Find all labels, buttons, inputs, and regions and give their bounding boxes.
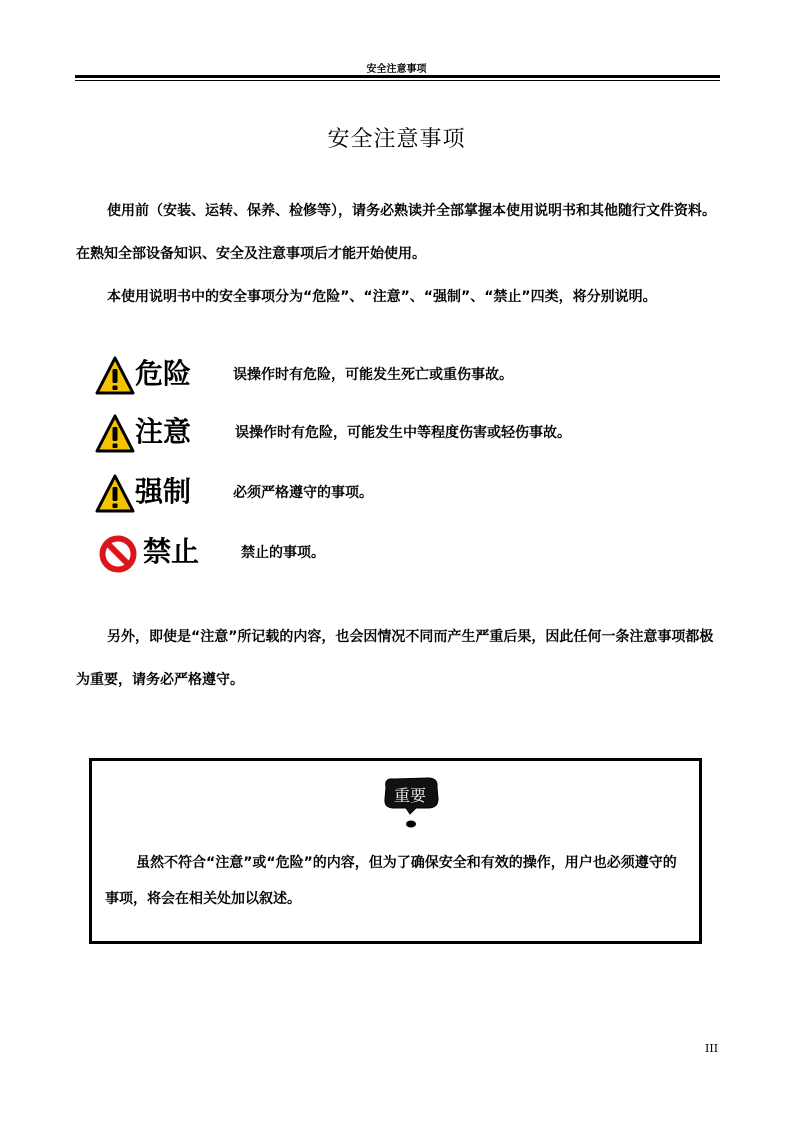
running-header: 安全注意事项: [366, 64, 427, 75]
level-desc-caution: 误操作时有危险，可能发生中等程度伤害或轻伤事故。: [235, 425, 571, 441]
level-label-prohibited: 禁止: [143, 535, 200, 568]
warning-triangle-icon: [95, 414, 135, 454]
important-badge: [380, 775, 450, 831]
important-box: [89, 758, 702, 944]
intro-paragraph-2: 本使用说明书中的安全事项分为“危险”、“注意”、“强制”、“禁止”四类，将分别说明。: [107, 289, 657, 305]
warning-triangle-icon: [95, 356, 135, 396]
warning-triangle-icon: [95, 474, 135, 514]
level-row-caution: [95, 410, 715, 460]
level-label-danger: 危险: [135, 357, 192, 390]
page-title: 安全注意事项: [327, 127, 466, 152]
level-label-caution: 注意: [135, 415, 192, 448]
note-paragraph: 另外，即使是“注意”所记载的内容，也会因情况不同而产生严重后果，因此任何一条注意事项都极为重要，请务必严格遵守。: [76, 629, 714, 688]
prohibition-icon: [99, 534, 139, 574]
level-row-danger: [95, 352, 715, 402]
level-desc-danger: 误操作时有危险，可能发生死亡或重伤事故。: [233, 367, 513, 383]
level-desc-prohibited: 禁止的事项。: [241, 545, 325, 561]
intro-paragraph-1: 使用前（安装、运转、保养、检修等），请务必熟读并全部掌握本使用说明书和其他随行文件资料。在熟知全部设备知识、安全及注意事项后才能开始使用。: [76, 203, 716, 262]
level-row-mandatory: [95, 470, 715, 520]
level-label-mandatory: 强制: [135, 475, 192, 508]
level-desc-mandatory: 必须严格遵守的事项。: [233, 485, 373, 501]
important-badge-label: 重要: [393, 786, 426, 805]
important-text: 虽然不符合“注意”或“危险”的内容，但为了确保安全和有效的操作，用户也必须遵守的事项，将会在相关处加以叙述。: [105, 855, 677, 907]
header-rule-thin: [75, 80, 720, 81]
page-number: III: [705, 1042, 719, 1055]
header-rule-thick: [75, 75, 720, 78]
level-row-prohibited: [95, 530, 715, 580]
